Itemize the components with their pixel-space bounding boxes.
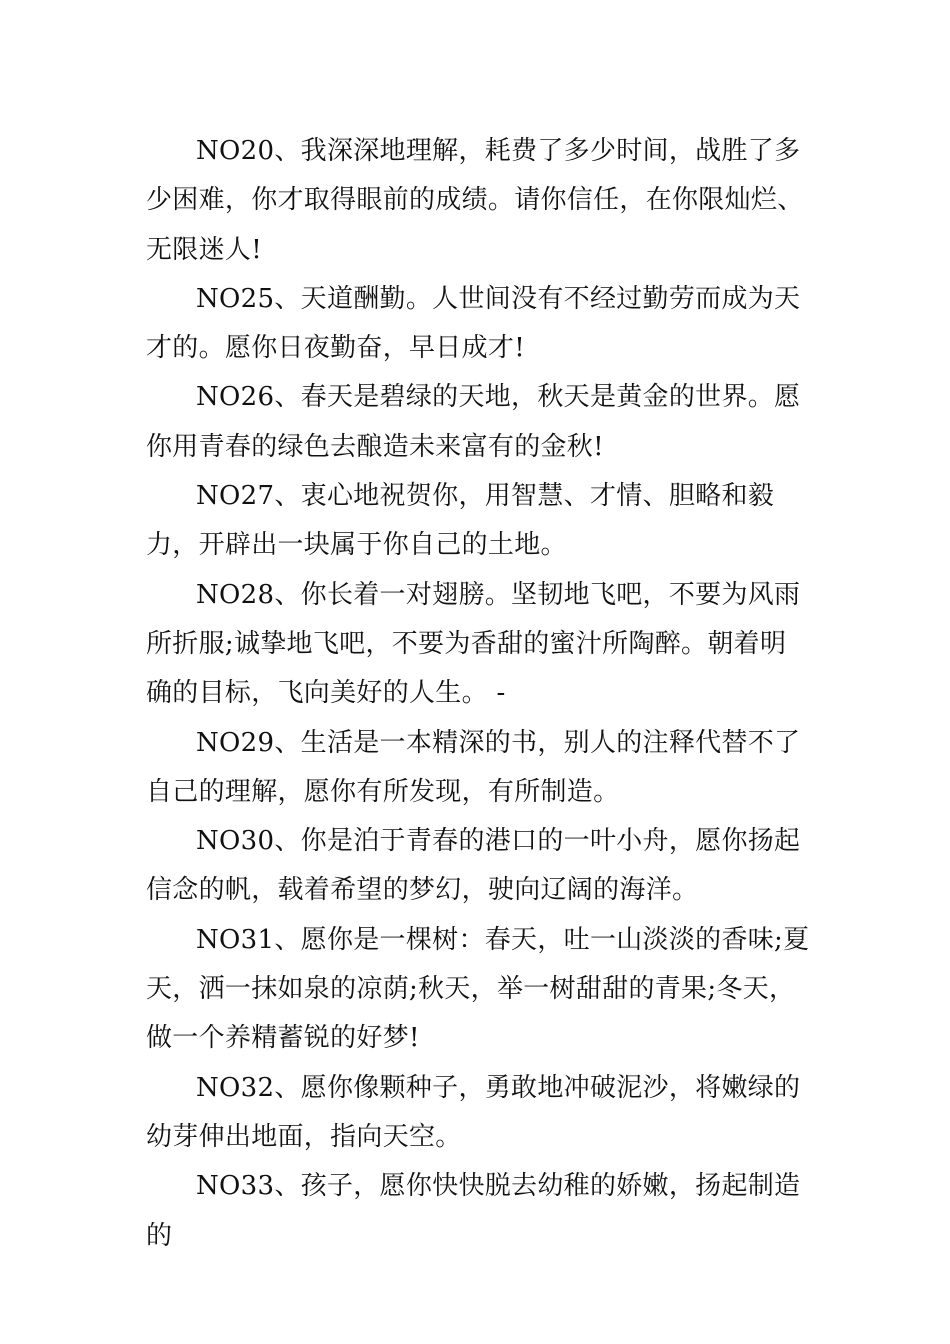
paragraph-no20: NO20、我深深地理解，耗费了多少时间，战胜了多少困难，你才取得眼前的成绩。请你信任，在你限灿烂、无限迷人! [146,136,804,265]
paragraph-no25: NO25、天道酬勤。人世间没有不经过勤劳而成为天才的。愿你日夜勤奋，早日成才! [146,283,801,364]
paragraph-no31: NO31、愿你是一棵树：春天，吐一山淡淡的香味;夏天，洒一抹如泉的凉荫;秋天，举一树甜甜的青果;冬天，做一个养精蓄锐的好梦! [146,924,810,1054]
paragraph-no28: NO28、你长着一对翅膀。坚韧地飞吧，不要为风雨所折服;诚挚地飞吧，不要为香甜的蜜汁所陶醉。朝着明确的目标，飞向美好的人生。 - [146,579,801,709]
paragraph-no32: NO32、愿你像颗种子，勇敢地冲破泥沙，将嫩绿的幼芽伸出地面，指向天空。 [146,1072,801,1152]
paragraph-no26: NO26、春天是碧绿的天地，秋天是黄金的世界。愿你用青春的绿色去酿造未来富有的金秋! [146,382,801,462]
document-body [146,127,810,1261]
paragraph-no27: NO27、衷心地祝贺你，用智慧、才情、胆略和毅力，开辟出一块属于你自己的土地。 [146,481,775,561]
paragraph-no29: NO29、生活是一本精深的书，别人的注释代替不了自己的理解，愿你有所发现，有所制造。 [146,727,801,807]
paragraph-no33: NO33、孩子，愿你快快脱去幼稚的娇嫩，扬起制造的 [146,1171,801,1251]
paragraph-no30: NO30、你是泊于青春的港口的一叶小舟，愿你扬起信念的帆，载着希望的梦幻，驶向辽阔的海洋。 [146,826,801,906]
